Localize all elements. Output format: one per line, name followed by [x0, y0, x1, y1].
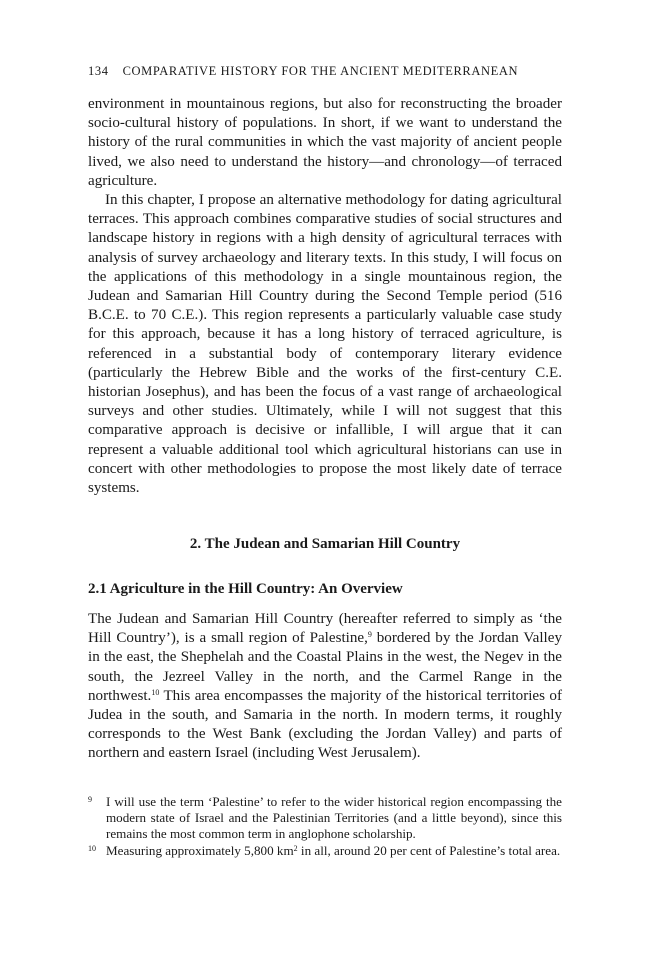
- paragraph-methodology: In this chapter, I propose an alternative methodology for dating agricultural terraces. This approach combines comparative studies of social structures and landscape history in regions with a high density of agricultural terraces with analysis of survey archaeology and literary texts. In this study, I will focus on the applications of this methodology in a single mountainous region, the Judean and Samarian Hill Country during the Second Temple period (516 B.C.E. to 70 C.E.). This region represents a particularly valuable case study for this approach, because it has a long history of terraced agriculture, is referenced in a substantial body of contemporary literary evidence (particularly the Hebrew Bible and the works of the first-century C.E. historian Josephus), and has been the focus of a vast range of archaeological surveys and other studies. Ultimately, while I will not suggest that this comparative approach is decisive or infallible, I will argue that it can represent a valuable additional tool which agricultural historians can use in concert with other methodologies to propose the most likely date of terrace systems.: [88, 192, 562, 497]
- body-text: [88, 95, 562, 498]
- footnotes: [88, 794, 562, 860]
- subsection-heading: 2.1 Agriculture in the Hill Country: An Overview: [88, 581, 403, 597]
- superscript: 2: [293, 844, 298, 854]
- page-number: 134: [88, 64, 109, 78]
- footnote-number: 10: [88, 844, 96, 854]
- footnote-text-part: in all, around 20 per cent of Palestine’s total area.: [297, 843, 561, 859]
- paragraph-text-part: This area encompasses the majority of the historical territories of Judea in the south, and Samaria in the north. In modern terms, it roughly corresponds to the West Bank (excluding the Jordan Valley) and parts of northern and eastern Israel (including West Jerusalem).: [88, 687, 562, 762]
- footnote-reference[interactable]: 9: [367, 630, 372, 640]
- footnote-reference[interactable]: 10: [151, 687, 160, 697]
- running-header: [88, 64, 562, 79]
- section-body: [88, 610, 562, 764]
- running-title: COMPARATIVE HISTORY FOR THE ANCIENT MEDITERRANEAN: [122, 64, 519, 78]
- paragraph-overview: [88, 610, 562, 764]
- paragraph-text-part: bordered by the Jordan Valley in the east, the Shephelah and the Coastal Plains in the west, the Negev in the south, the Jezreel Valley in the north, and the Carmel Range in the northwest.: [88, 630, 562, 704]
- footnote-text: I will use the term ‘Palestine’ to refer to the wider historical region encompassing the modern state of Israel and the Palestinian Territories (and a little beyond), since this remains the most common term in anglophone scholarship.: [106, 794, 562, 842]
- footnote-text: [106, 843, 560, 858]
- paragraph-continued: environment in mountainous regions, but also for reconstructing the broader socio-cultural history of populations. In short, if we want to understand the history of the rural communities in which the vast majority of ancient people lived, we also need to understand the history—and chronology—of terraced agriculture.: [88, 96, 562, 189]
- footnote-text-part: Measuring approximately 5,800 km: [106, 843, 294, 859]
- footnote: [88, 843, 562, 859]
- paragraph-text-part: The Judean and Samarian Hill Country (hereafter referred to simply as ‘the Hill Country’), is a small region of Palestine,: [88, 611, 562, 647]
- footnote: [88, 794, 562, 842]
- footnote-number: 9: [88, 795, 92, 804]
- section-heading: 2. The Judean and Samarian Hill Country: [189, 536, 461, 552]
